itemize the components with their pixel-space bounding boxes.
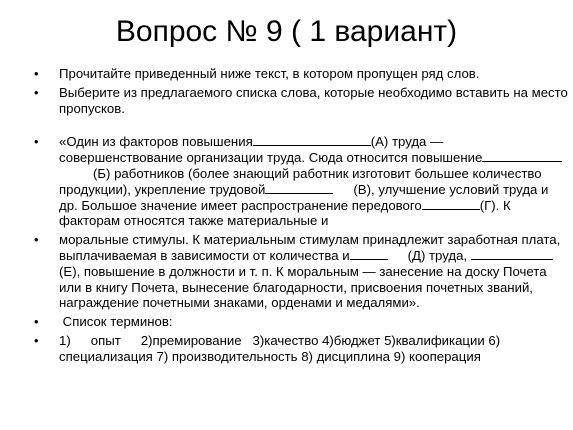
passage-text: (Д) труда,: [407, 247, 468, 263]
instruction-2: • Выберите из предлагаемого списка слова, которые необходимо вставить на место пропусков.: [34, 85, 570, 117]
blank-d: [422, 198, 480, 210]
slide-content: [34, 66, 570, 365]
term-num-1: 1): [59, 332, 71, 348]
terms-rest: 3)качество 4)бюджет 5)квалификации 6) специализация 7) производительность 8) дисциплина 9) кооперация: [59, 332, 501, 364]
page-title: Вопрос № 9 ( 1 вариант): [115, 15, 458, 48]
passage-paragraph-2: [34, 232, 570, 311]
blank-e: [471, 248, 553, 260]
passage-text: (Г). К факторам относятся также материальные и: [59, 197, 511, 229]
blank-a: [253, 134, 371, 146]
terms-heading: • Список терминов:: [34, 314, 570, 330]
passage-text: (А) труда — совершенствование организации труда. Сюда относится повышение: [59, 134, 483, 166]
blank-b: [482, 150, 562, 162]
blank-c: [265, 182, 333, 194]
terms-list: [34, 333, 570, 365]
passage-text: (Е), повышение в должности и т. п. К моральным — занесение на доску Почета или в книгу Почета, вынесение благодарности, присвоения почетных званий, награждение почетными знаками, орденами и медалями».: [59, 263, 547, 311]
instruction-1: • Прочитайте приведенный ниже текст, в котором пропущен ряд слов.: [34, 66, 570, 82]
passage-text: (Б) работников (более знающий работник изготовит большее количество продукции), укрепление трудовой: [59, 165, 542, 197]
term-2: 2)премирование: [140, 332, 242, 348]
passage-text: (В), улучшение условий труда и др. Большое значение имеет распространение передового: [59, 181, 549, 213]
bullet-list: [34, 66, 570, 365]
term-1: опыт: [90, 332, 121, 348]
blank-d2: [350, 248, 388, 260]
passage-text: «Один из факторов повышения: [59, 134, 253, 150]
passage-paragraph-1: [34, 134, 570, 229]
passage-text: моральные стимулы. К материальным стимулам принадлежит заработная плата, выплачиваемая в зависимости от количества и: [59, 232, 561, 263]
